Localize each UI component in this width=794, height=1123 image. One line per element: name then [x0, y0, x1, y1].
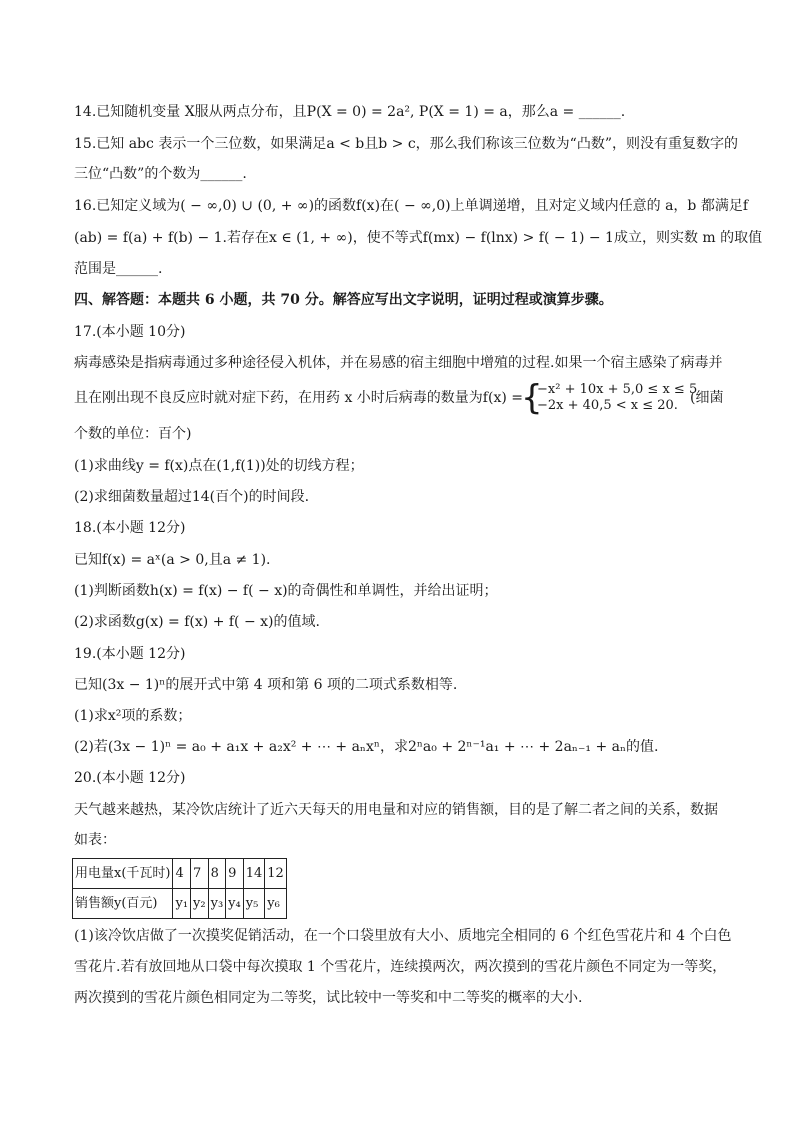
- table-row: [73, 859, 287, 889]
- question-19-line1: 已知(3x − 1)ⁿ的展开式中第 4 项和第 6 项的二项式系数相等.: [74, 677, 458, 693]
- table-cell: 14: [243, 859, 265, 889]
- table-row-header: 销售额y(百元): [73, 889, 173, 919]
- question-17-function-prefix: 且在刚出现不良反应时就对症下药，在用药 x 小时后病毒的数量为f(x) =: [74, 390, 523, 406]
- piecewise-brace: {: [521, 378, 543, 418]
- table-cell: 12: [265, 859, 287, 889]
- question-14: 14.已知随机变量 X服从两点分布，且P(X = 0) = 2a², P(X = 1) = a，那么a = ______.: [74, 104, 626, 120]
- table-cell: 9: [226, 859, 244, 889]
- question-20-part-1-line1: (1)该冷饮店做了一次摸奖促销活动，在一个口袋里放有大小、质地完全相同的 6 个红色雪花片和 4 个白色: [74, 928, 732, 944]
- question-18-header: 18.(本小题 12分): [74, 520, 186, 536]
- question-20-line1: 天气越来越热，某冷饮店统计了近六天每天的用电量和对应的销售额，目的是了解二者之间的关系，数据: [74, 802, 718, 818]
- table-cell: y₆: [265, 889, 287, 919]
- piecewise-case-2: −2x + 40,5 < x ≤ 20.: [537, 398, 678, 413]
- question-16-line1: 16.已知定义域为( − ∞,0) ∪ (0, + ∞)的函数f(x)在( − ∞,0)上单调递增，且对定义域内任意的 a，b 都满足f: [74, 198, 749, 214]
- question-16-line2: (ab) = f(a) + f(b) − 1.若存在x ∈ (1, + ∞)，使不等式f(mx) − f(lnx) > f( − 1) − 1成立，则实数 m 的取值: [74, 230, 763, 246]
- question-19-part-1: (1)求x²项的系数；: [74, 708, 192, 724]
- question-16-line3: 范围是______.: [74, 261, 163, 277]
- table-cell: 7: [191, 859, 209, 889]
- question-19-part-2: (2)若(3x − 1)ⁿ = a₀ + a₁x + a₂x² + ⋯ + aₙxⁿ，求2ⁿa₀ + 2ⁿ⁻¹a₁ + ⋯ + 2aₙ₋₁ + aₙ的值.: [74, 739, 659, 755]
- question-17-line3: 个数的单位：百个): [74, 426, 192, 442]
- question-19-header: 19.(本小题 12分): [74, 646, 186, 662]
- table-cell: y₂: [191, 889, 209, 919]
- table-cell: y₁: [173, 889, 191, 919]
- question-20-part-1-line2: 雪花片.若有放回地从口袋中每次摸取 1 个雪花片，连续摸两次，两次摸到的雪花片颜色不同定为一等奖，: [74, 959, 727, 975]
- table-row: [73, 889, 287, 919]
- table-cell: y₃: [208, 889, 226, 919]
- power-sales-table: [72, 858, 287, 919]
- table-cell: y₄: [226, 889, 244, 919]
- question-18-part-1: (1)判断函数h(x) = f(x) − f( − x)的奇偶性和单调性，并给出证明；: [74, 583, 498, 599]
- question-17-unit-open: (细菌: [690, 390, 724, 406]
- table-cell: 8: [208, 859, 226, 889]
- question-17-part-2: (2)求细菌数量超过14(百个)的时间段.: [74, 489, 310, 505]
- piecewise-case-1: −x² + 10x + 5,0 ≤ x ≤ 5: [537, 382, 698, 397]
- question-20-part-1-line3: 两次摸到的雪花片颜色相同定为二等奖，试比较中一等奖和中二等奖的概率的大小.: [74, 990, 583, 1006]
- question-17-header: 17.(本小题 10分): [74, 324, 186, 340]
- question-18-part-2: (2)求函数g(x) = f(x) + f( − x)的值域.: [74, 614, 320, 630]
- section-4-heading: 四、解答题：本题共 6 小题，共 70 分。解答应写出文字说明，证明过程或演算步骤。: [74, 292, 613, 308]
- question-17-line1: 病毒感染是指病毒通过多种途径侵入机体，并在易感的宿主细胞中增殖的过程.如果一个宿主感染了病毒并: [74, 355, 723, 371]
- table-cell: y₅: [243, 889, 265, 919]
- question-20-line2: 如表：: [74, 832, 116, 848]
- question-15-line2: 三位“凸数”的个数为______.: [74, 166, 247, 182]
- table-row-header: 用电量x(千瓦时): [73, 859, 173, 889]
- question-15-line1: 15.已知 abc 表示一个三位数，如果满足a < b且b > c，那么我们称该三位数为“凸数”，则没有重复数字的: [74, 136, 738, 152]
- question-20-header: 20.(本小题 12分): [74, 770, 186, 786]
- question-17-part-1: (1)求曲线y = f(x)点在(1,f(1))处的切线方程；: [74, 458, 364, 474]
- question-18-line1: 已知f(x) = aˣ(a > 0,且a ≠ 1).: [74, 552, 271, 568]
- table-cell: 4: [173, 859, 191, 889]
